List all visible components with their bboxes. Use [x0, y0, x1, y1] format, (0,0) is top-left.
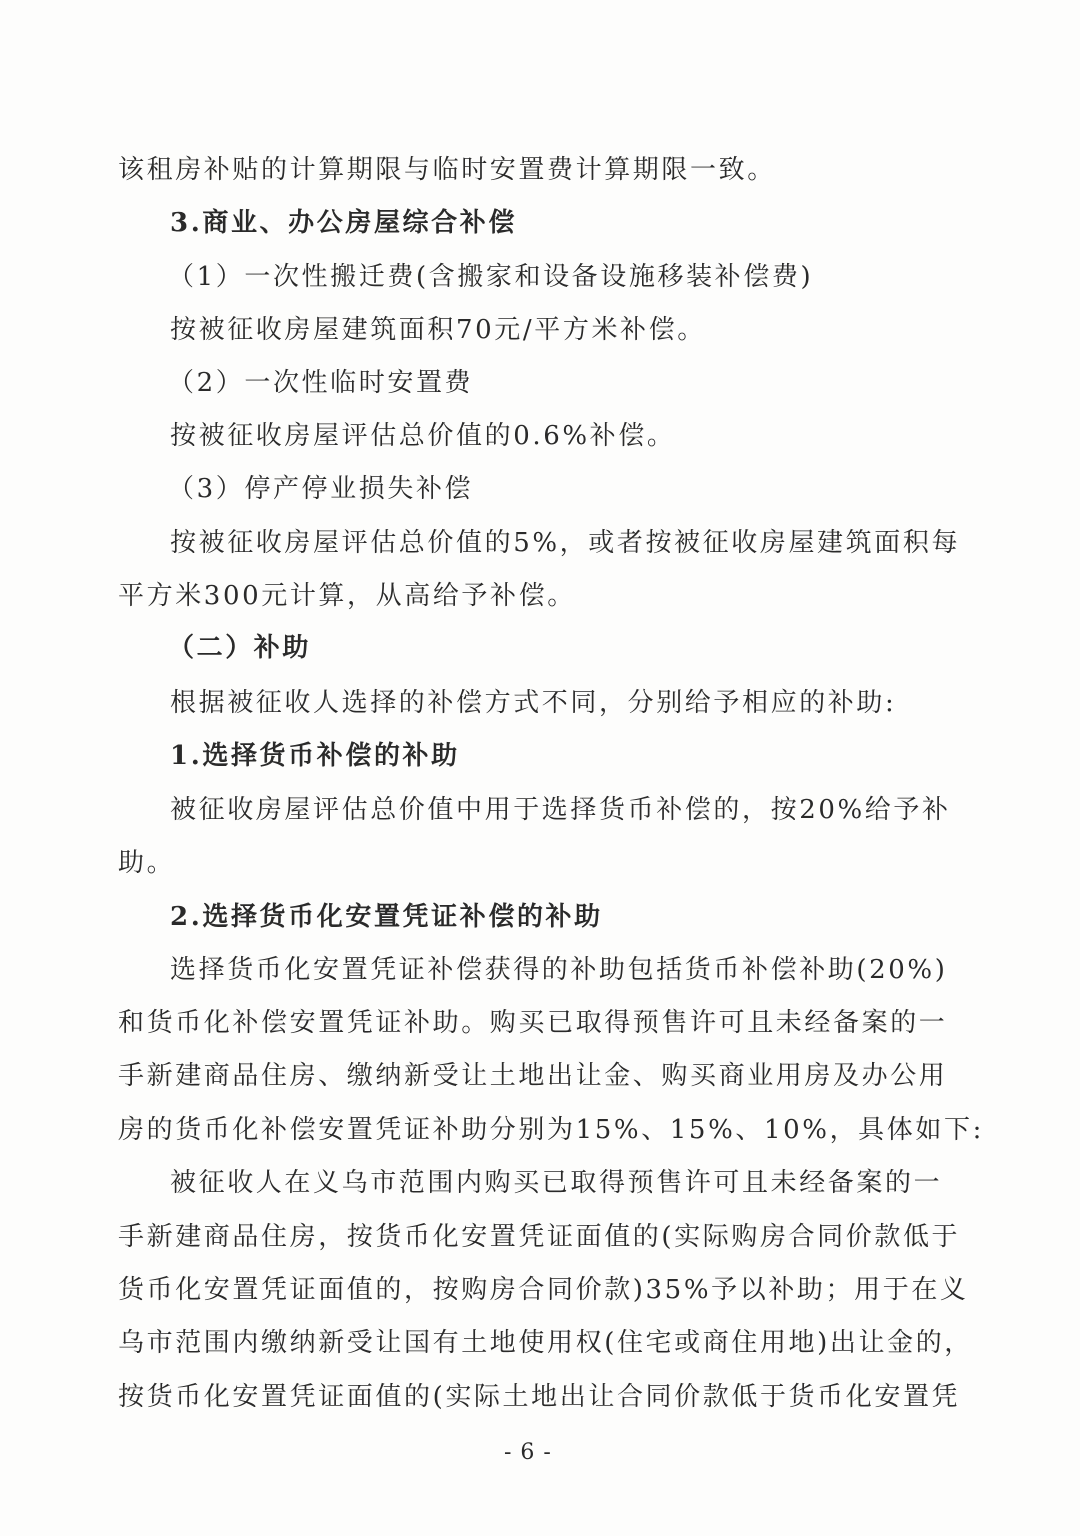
paragraph-line: 按被征收房屋评估总价值的0.6%补偿。	[170, 421, 676, 451]
paragraph-line: 手新建商品住房、缴纳新受让土地出让金、购买商业用房及办公用	[118, 1061, 948, 1091]
paragraph-line: 乌市范围内缴纳新受让国有土地使用权(住宅或商住用地)出让金的，	[118, 1328, 973, 1358]
section-heading: 2.选择货币化安置凭证补偿的补助	[170, 902, 603, 932]
paragraph-line: 被征收房屋评估总价值中用于选择货币补偿的，按20%给予补	[170, 795, 951, 825]
paragraph-line: 手新建商品住房，按货币化安置凭证面值的(实际购房合同价款低于	[118, 1222, 961, 1252]
paragraph-line: 被征收人在义乌市范围内购买已取得预售许可且未经备案的一	[170, 1168, 943, 1198]
section-heading: （二）补助	[168, 633, 312, 663]
section-heading: 3.商业、办公房屋综合补偿	[170, 208, 517, 238]
paragraph-line: 平方米300元计算，从高给予补偿。	[118, 581, 576, 611]
paragraph-line: 按被征收房屋评估总价值的5%，或者按被征收房屋建筑面积每	[170, 528, 961, 558]
subsection-heading: （1）一次性搬迁费(含搬家和设备设施移装补偿费)	[168, 262, 814, 292]
paragraph-line: 和货币化补偿安置凭证补助。购买已取得预售许可且未经备案的一	[118, 1008, 948, 1038]
paragraph-line: 按被征收房屋建筑面积70元/平方米补偿。	[170, 315, 706, 345]
paragraph-line: 按货币化安置凭证面值的(实际土地出让合同价款低于货币化安置凭	[118, 1382, 961, 1412]
subsection-heading: （3）停产停业损失补偿	[168, 474, 474, 504]
paragraph-line: 助。	[118, 848, 176, 878]
paragraph-line: 货币化安置凭证面值的，按购房合同价款)35%予以补助；用于在义	[118, 1275, 969, 1305]
page-number: - 6 -	[504, 1440, 552, 1465]
paragraph-line: 选择货币化安置凭证补偿获得的补助包括货币补偿补助(20%)	[170, 955, 948, 985]
paragraph-line: 该租房补贴的计算期限与临时安置费计算期限一致。	[118, 155, 776, 185]
section-heading: 1.选择货币补偿的补助	[170, 741, 460, 771]
subsection-heading: （2）一次性临时安置费	[168, 368, 474, 398]
paragraph-line: 根据被征收人选择的补偿方式不同，分别给予相应的补助:	[170, 688, 897, 718]
paragraph-line: 房的货币化补偿安置凭证补助分别为15%、15%、10%，具体如下:	[118, 1115, 984, 1145]
